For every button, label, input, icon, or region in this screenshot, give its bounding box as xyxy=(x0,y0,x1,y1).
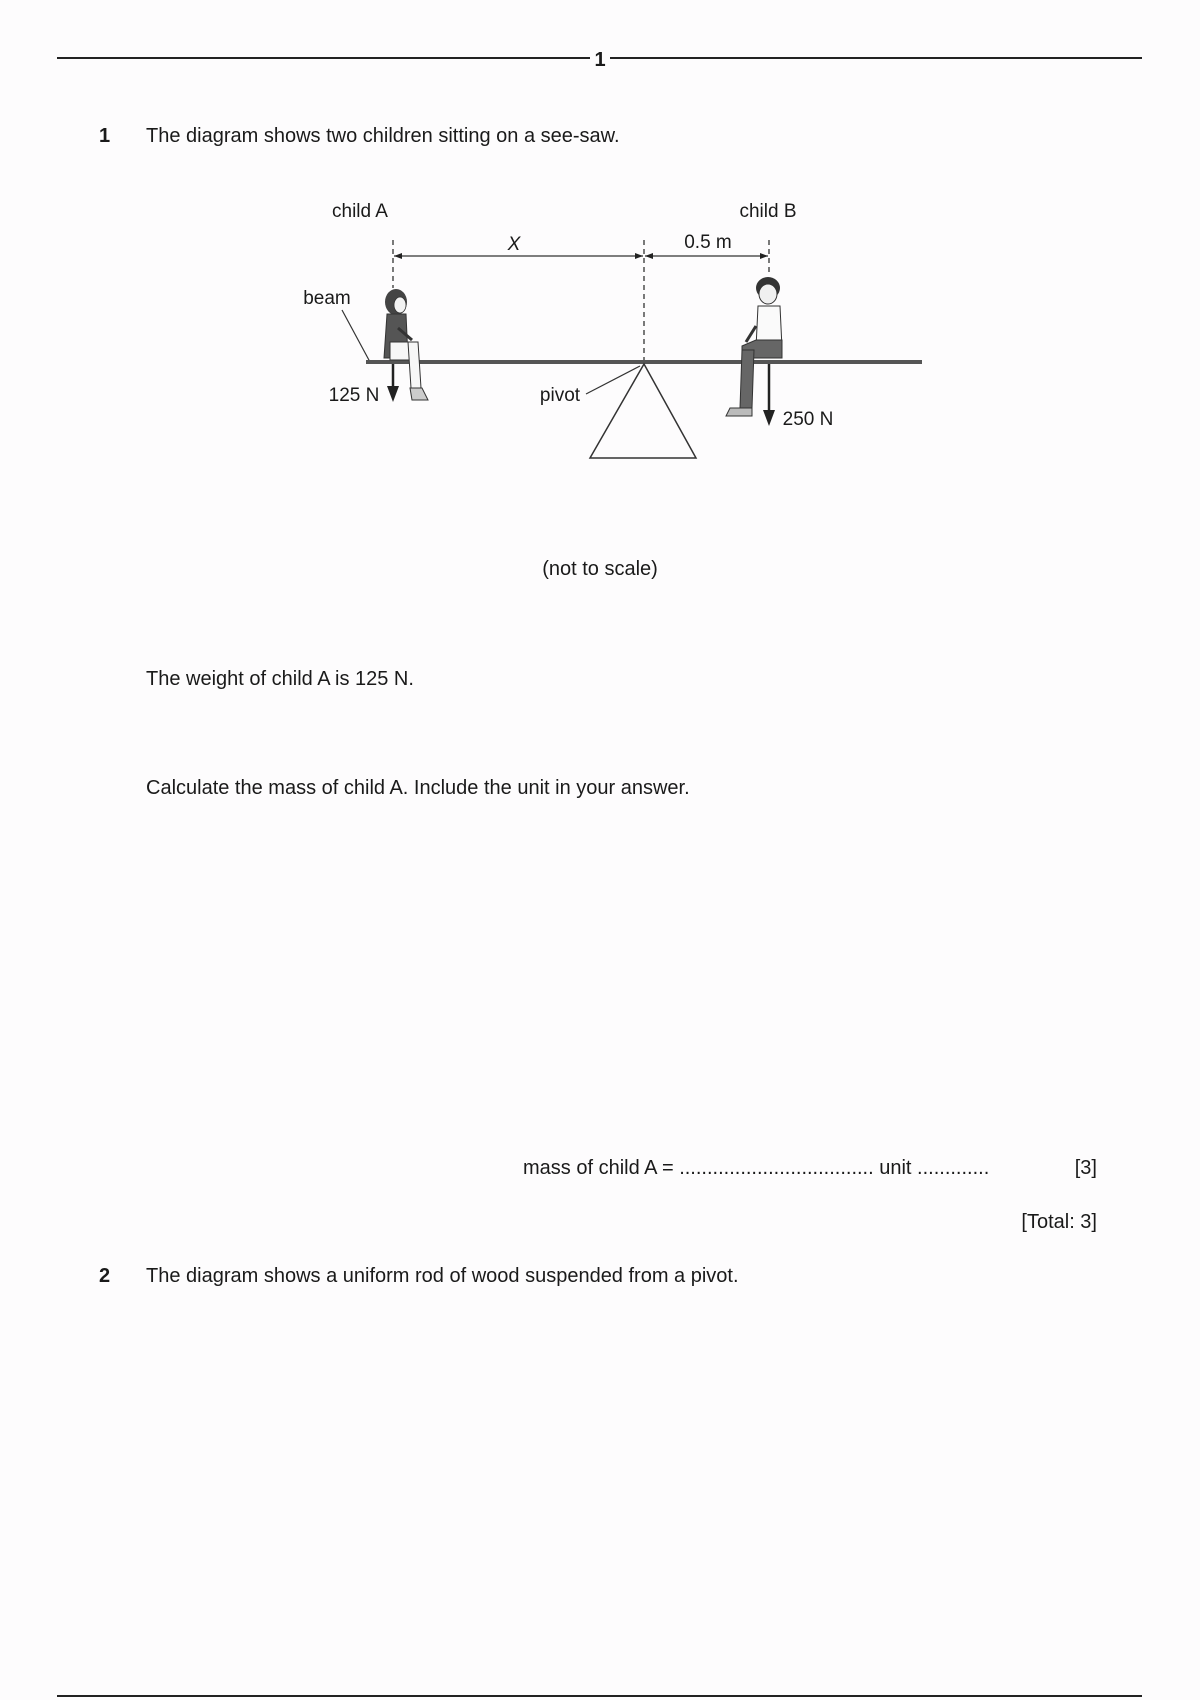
footer-rule xyxy=(57,1695,1142,1697)
question-1-intro: The diagram shows two children sitting on a see-saw. xyxy=(146,125,620,147)
question-2-intro: The diagram shows a uniform rod of wood suspended from a pivot. xyxy=(146,1265,739,1287)
question-2-number: 2 xyxy=(99,1265,111,1287)
force-b-arrow-head xyxy=(763,410,775,426)
label-x: X xyxy=(507,234,521,255)
label-beam: beam xyxy=(303,288,351,309)
label-pivot: pivot xyxy=(539,385,581,406)
beam-leader-line xyxy=(342,310,370,362)
answer-line[interactable] xyxy=(523,1157,989,1180)
answer-label: mass of child A = ................................... unit ............. xyxy=(523,1157,990,1179)
label-force-b: 250 N xyxy=(782,409,834,430)
question-1-marks: [3] xyxy=(1074,1157,1097,1179)
dimension-b-arrow-right xyxy=(760,253,768,259)
dimension-x-arrow-right xyxy=(635,253,643,259)
label-force-a: 125 N xyxy=(328,385,380,406)
child-b-figure xyxy=(726,277,782,416)
force-a-arrow-head xyxy=(387,386,399,402)
see-saw-diagram xyxy=(290,190,930,480)
diagram-caption: (not to scale) xyxy=(542,558,658,580)
pivot-triangle xyxy=(590,364,696,458)
label-distance-b: 0.5 m xyxy=(684,232,732,253)
page-number: 1 xyxy=(590,49,610,71)
question-1-statement: The weight of child A is 125 N. xyxy=(146,668,414,690)
dimension-b-arrow-left xyxy=(645,253,653,259)
see-saw-svg xyxy=(290,190,930,480)
question-1-instruction: Calculate the mass of child A. Include the unit in your answer. xyxy=(146,777,690,799)
child-a-figure xyxy=(384,289,428,400)
pivot-leader-line xyxy=(586,366,640,394)
label-child-a: child A xyxy=(332,201,388,222)
question-1-total: [Total: 3] xyxy=(1021,1211,1097,1233)
dimension-x-arrow-left xyxy=(394,253,402,259)
label-child-b: child B xyxy=(739,201,797,222)
question-1-number: 1 xyxy=(99,125,111,147)
